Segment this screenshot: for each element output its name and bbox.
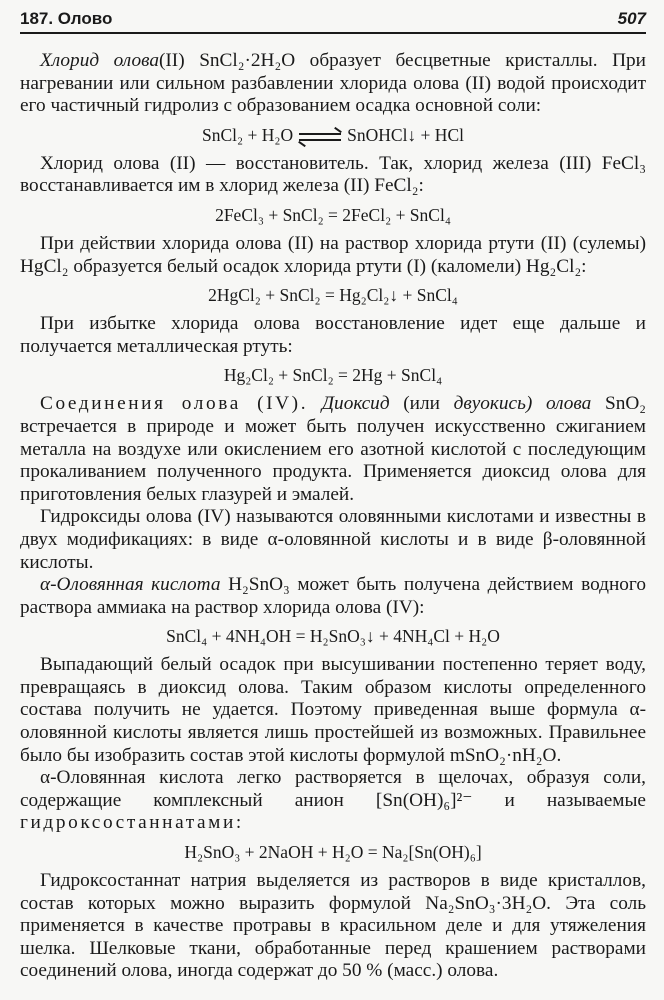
term-dioxide: Диоксид (321, 393, 390, 415)
subsection-heading: Соединения олова (IV). (40, 393, 309, 415)
page-body (20, 50, 646, 983)
paragraph-reducer: Хлорид олова (II) — восстановитель. Так, хлорид железа (III) FeCl₃ восстанавливается им в хлорид железа (II) FeCl₂: (20, 152, 646, 197)
paragraph-calomel: При действии хлорида олова (II) на раствор хлорида ртути (II) (сулемы) HgCl₂ образуется белый осадок хлорида ртути (I) (каломели) Hg₂Cl₂: (20, 232, 646, 277)
term-tin-chloride: Хлорид олова (40, 50, 159, 71)
paragraph-precipitate: Выпадающий белый осадок при высушивании постепенно теряет воду, превращаясь в диоксид олова. Таким образом кислоты определенного состава получить не удается. Поэтому приведенная выше формула α-оловянной кислоты является лишь простейшей из возможных. Правильнее было бы изобразить состав этой кислоты формулой mSnO₂·nH₂O. (20, 654, 646, 766)
running-header (20, 6, 646, 34)
paragraph-tin-dioxide (20, 393, 646, 506)
section-title: 187. Олово (20, 9, 113, 28)
paragraph-alpha-acid (20, 574, 646, 619)
page-number: 507 (617, 9, 646, 28)
equation-ammonia: SnCl₄ + 4NH₄OH = H₂SnO₃↓ + 4NH₄Cl + H₂O (166, 626, 500, 647)
equation-iron-reduction: 2FeCl₃ + SnCl₂ = 2FeCl₂ + SnCl₄ (215, 204, 451, 225)
term-hydroxostannates: гидроксостаннатами: (20, 812, 244, 834)
equation-mercury: Hg₂Cl₂ + SnCl₂ = 2Hg + SnCl₄ (223, 365, 443, 386)
term-alpha-acid: α-Оловянная кислота (40, 574, 221, 596)
paragraph-text: H₂SnO₃ может быть получена действием водного раствора аммиака на раствор хлорида олова (IV): (20, 574, 646, 618)
paragraph-text: (или (403, 393, 440, 415)
paragraph-text: (II) SnCl₂·2H₂O образует бесцветные кристаллы. При нагревании или сильном разбавлении хлорида олова (II) водой происходит его частичный гидролиз с образованием осадка основной соли: (20, 50, 646, 117)
equation-right: SnOHCl↓ + HCl (347, 124, 464, 145)
paragraph-sodium-stannate: Гидроксостаннат натрия выделяется из растворов в виде кристаллов, состав которых можно выразить формулой Na₂SnO₃·3H₂O. Эта соль применяется в качестве протравы в красильном деле и для утяжеления шелка. Шелковые ткани, обработанные перед крашением растворами соединений олова, иногда содержат до 50 % (масс.) олова. (20, 870, 646, 982)
equation-calomel: 2HgCl₂ + SnCl₂ = Hg₂Cl₂↓ + SnCl₄ (208, 285, 458, 306)
term-olova: олова (545, 393, 592, 415)
equation-left: SnCl₂ + H₂O (202, 124, 294, 145)
paragraph-hydroxides: Гидроксиды олова (IV) называются оловянными кислотами и известны в двух модификациях: в виде α-оловянной кислоты и в виде β-оловянной кислоты. (20, 506, 646, 573)
equation-hydrolysis (20, 124, 646, 146)
paragraph-mercury: При избытке хлорида олова восстановление идет еще дальше и получается металлическая ртуть: (20, 313, 646, 357)
paragraph-text: SnO₂ встречается в природе и может быть получен искусственно сжиганием металла на воздухе или окислением его азотной кислотой с последующим прокаливанием полученного продукта. Применяется диоксид олова для приготовления белых глазурей и эмалей. (20, 393, 646, 505)
term-dvuokis: двуокись) (453, 393, 533, 415)
equation-sodium-hydroxide: H₂SnO₃ + 2NaOH + H₂O = Na₂[Sn(OH)₆] (184, 842, 482, 863)
paragraph-text: α-Оловянная кислота легко растворяется в щелочах, образуя соли, содержащие комплексный анион [Sn(OH)₆]²⁻ и называемые (20, 767, 646, 811)
paragraph-tin-chloride (20, 50, 646, 118)
paragraph-hydroxostannates (20, 767, 646, 835)
equilibrium-arrow-icon (299, 131, 341, 143)
